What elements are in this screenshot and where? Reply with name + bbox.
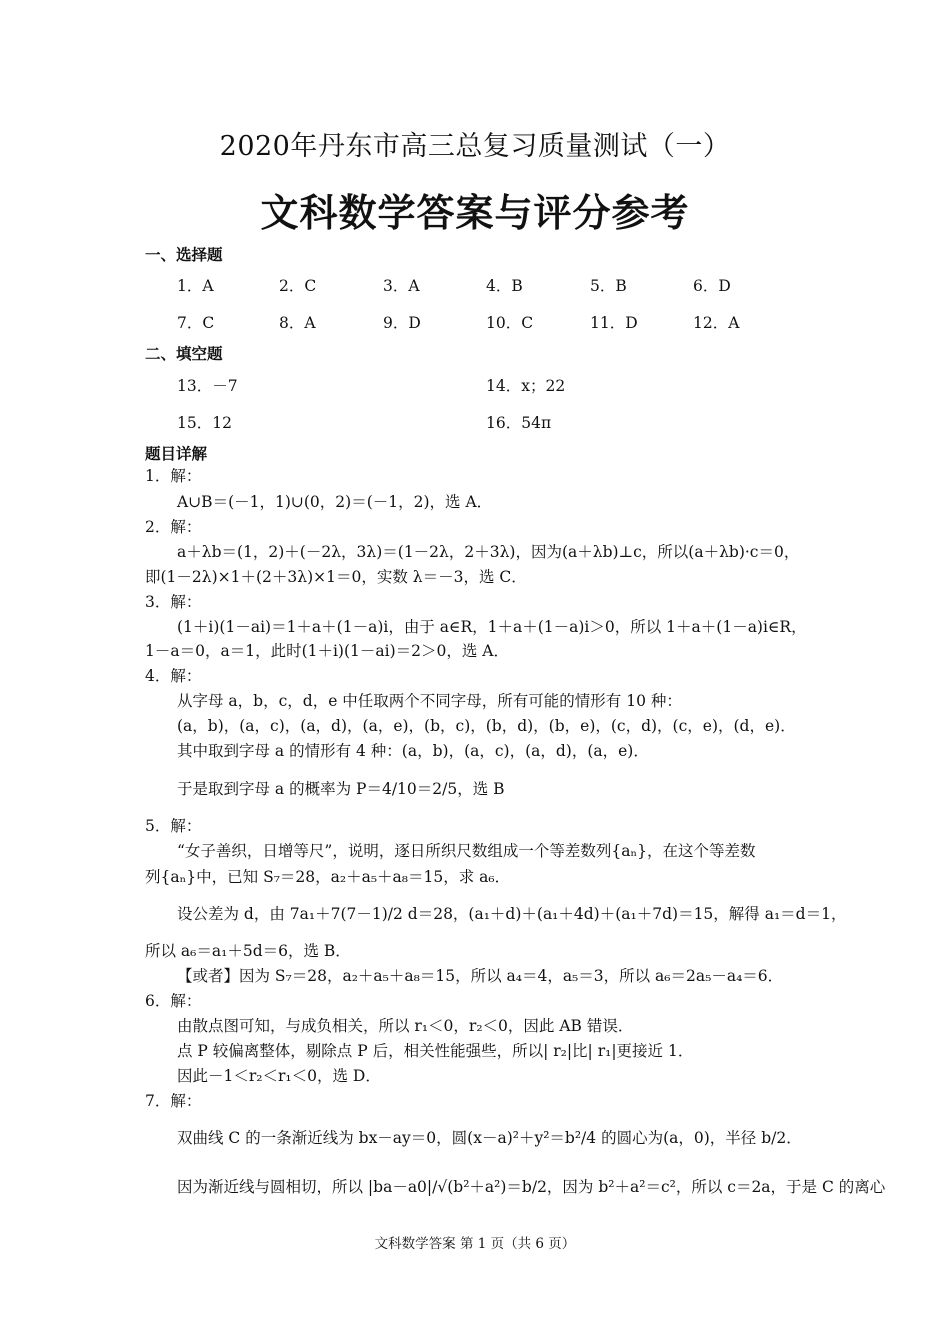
solution-6-line: 由散点图可知，与成负相关，所以 r₁＜0，r₂＜0，因此 AB 错误． [177, 1017, 634, 1035]
solution-5-line: 【或者】因为 S₇＝28，a₂＋a₅＋a₈＝15，所以 a₄＝4，a₅＝3，所以 a₆＝2a₅－a₄＝6． [177, 967, 784, 985]
choice-answer: 11．D [590, 314, 638, 332]
solution-7-heading: 7．解： [145, 1092, 202, 1110]
solution-1-line: A∪B＝(－1，1)∪(0，2)＝(－1，2)，选 A． [177, 493, 493, 511]
choice-answer: 6．D [693, 277, 731, 295]
document-title: 文科数学答案与评分参考 [260, 191, 690, 235]
choice-answer: 1．A [177, 277, 214, 295]
solution-1-heading: 1．解： [145, 467, 202, 485]
solution-3-heading: 3．解： [145, 593, 202, 611]
solution-5-line: “女子善织，日增等尺”，说明，逐日所织尺数组成一个等差数列{aₙ}，在这个等差数 [177, 842, 756, 860]
page-footer: 文科数学答案 第 1 页（共 6 页） [374, 1236, 576, 1252]
choice-answer: 10．C [486, 314, 534, 332]
choice-answer: 2．C [279, 277, 317, 295]
solution-6-line: 点 P 较偏离整体，剔除点 P 后，相关性能强些，所以| r₂|比| r₁|更接近 1． [177, 1042, 694, 1060]
choice-answer: 5．B [590, 277, 627, 295]
section-choice-heading: 一、选择题 [145, 246, 223, 264]
section-fill-heading: 二、填空题 [145, 345, 223, 363]
solution-6-heading: 6．解： [145, 992, 202, 1010]
solution-4-line: 从字母 a，b，c，d，e 中任取两个不同字母，所有可能的情形有 10 种： [177, 692, 682, 710]
choice-answer: 8．A [279, 314, 316, 332]
solution-5-heading: 5．解： [145, 817, 202, 835]
solution-5-line: 设公差为 d，由 7a₁＋7(7－1)/2 d＝28，(a₁＋d)＋(a₁＋4d)＋(a₁＋7d)＝15，解得 a₁＝d＝1， [177, 905, 847, 923]
solution-3-line: (1＋i)(1－ai)＝1＋a＋(1－a)i，由于 a∈R，1＋a＋(1－a)i＞0，所以 1＋a＋(1－a)i∈R， [177, 618, 807, 636]
exam-title: 2020年丹东市高三总复习质量测试（一） [219, 131, 731, 162]
solution-4-line: (a，b)，(a，c)，(a，d)，(a，e)，(b，c)，(b，d)，(b，e)，(c，d)，(c，e)，(d，e)． [177, 717, 796, 735]
solution-7-line: 因为渐近线与圆相切，所以 |ba－a0|/√(b²＋a²)＝b/2，因为 b²＋a²＝c²，所以 c＝2a，于是 C 的离心 [177, 1178, 886, 1196]
choice-answer: 7．C [177, 314, 215, 332]
solution-4-line: 其中取到字母 a 的情形有 4 种：(a，b)，(a，c)，(a，d)，(a，e)． [177, 742, 649, 760]
choice-answer: 4．B [486, 277, 523, 295]
solution-4-heading: 4．解： [145, 667, 202, 685]
solution-4-line: 于是取到字母 a 的概率为 P＝4/10＝2/5，选 B [177, 780, 505, 798]
solution-5-line: 所以 a₆＝a₁＋5d＝6，选 B． [145, 942, 351, 960]
solution-2-line: 即(1－2λ)×1＋(2＋3λ)×1＝0，实数 λ＝－3，选 C． [145, 568, 527, 586]
solution-7-line: 双曲线 C 的一条渐近线为 bx－ay＝0，圆(x－a)²＋y²＝b²/4 的圆心为(a，0)，半径 b/2． [177, 1129, 802, 1147]
solution-2-line: a＋λb＝(1，2)＋(－2λ，3λ)＝(1－2λ，2＋3λ)，因为(a＋λb)⊥c，所以(a＋λb)·c＝0， [177, 543, 800, 561]
choice-answer: 12．A [693, 314, 740, 332]
fill-answer: 13．－7 [177, 377, 238, 395]
fill-answer: 14．x；22 [486, 377, 566, 395]
solution-5-line: 列{aₙ}中，已知 S₇＝28，a₂＋a₅＋a₈＝15，求 a₆． [145, 868, 511, 886]
choice-answer: 3．A [383, 277, 420, 295]
solution-3-line: 1－a＝0，a＝1，此时(1＋i)(1－ai)＝2＞0，选 A． [145, 642, 509, 660]
solution-2-heading: 2．解： [145, 518, 202, 536]
solution-6-line: 因此－1＜r₂＜r₁＜0，选 D． [177, 1067, 381, 1085]
section-detail-heading: 题目详解 [145, 445, 208, 463]
fill-answer: 16．54π [486, 414, 552, 432]
fill-answer: 15．12 [177, 414, 232, 432]
choice-answer: 9．D [383, 314, 421, 332]
